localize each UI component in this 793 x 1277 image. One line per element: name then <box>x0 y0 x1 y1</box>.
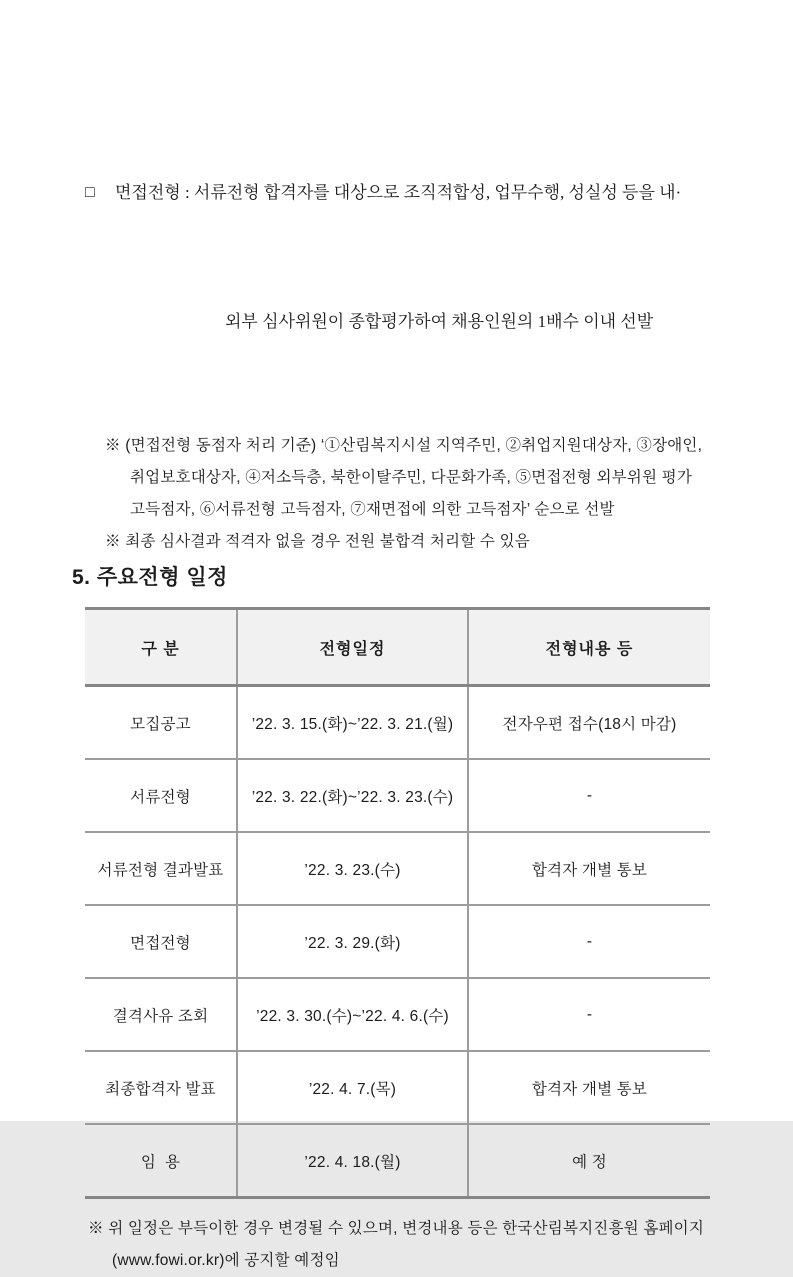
table-row <box>85 832 710 905</box>
cell-schedule: ’22. 3. 15.(화)~’22. 3. 21.(월) <box>237 686 468 760</box>
table-row <box>85 759 710 832</box>
cell-content: 합격자 개별 통보 <box>468 1051 710 1124</box>
schedule-table-header <box>85 609 710 686</box>
table-row <box>85 978 710 1051</box>
table-row <box>85 1124 710 1198</box>
cell-content: - <box>468 905 710 978</box>
cell-category: 임 용 <box>85 1124 237 1198</box>
square-bullet-icon: □ <box>85 184 95 201</box>
cell-schedule: ’22. 3. 29.(화) <box>237 905 468 978</box>
cell-content: - <box>468 978 710 1051</box>
cell-schedule: ’22. 3. 23.(수) <box>237 832 468 905</box>
cell-content: - <box>468 759 710 832</box>
column-header-content: 전형내용 등 <box>468 609 710 686</box>
interview-paragraph <box>85 85 725 429</box>
notes-block <box>85 430 725 558</box>
cell-schedule: ’22. 3. 30.(수)~’22. 4. 6.(수) <box>237 978 468 1051</box>
document-content <box>72 85 725 1277</box>
cell-category: 결격사유 조회 <box>85 978 237 1051</box>
cell-category: 서류전형 <box>85 759 237 832</box>
column-header-schedule: 전형일정 <box>237 609 468 686</box>
footer-note <box>85 1213 725 1277</box>
tiebreaker-note-line3: 고득점자, ⑥서류전형 고득점자, ⑦재면접에 의한 고득점자’ 순으로 선발 <box>130 501 615 518</box>
cell-category: 면접전형 <box>85 905 237 978</box>
table-row <box>85 905 710 978</box>
cell-schedule: ’22. 3. 22.(화)~’22. 3. 23.(수) <box>237 759 468 832</box>
interview-paragraph-line2: 외부 심사위원이 종합평가하여 채용인원의 1배수 이내 선발 <box>225 312 654 331</box>
section-title: 5. 주요전형 일정 <box>72 566 228 589</box>
interview-paragraph-text1: 면접전형 : 서류전형 합격자를 대상으로 조직적합성, 업무수행, 성실성 등을 내· <box>115 183 682 202</box>
cell-content: 예 정 <box>468 1124 710 1198</box>
disqualify-note: ※ 최종 심사결과 적격자 없을 경우 전원 불합격 처리할 수 있음 <box>105 533 530 550</box>
footer-note-line1: ※ 위 일정은 부득이한 경우 변경될 수 있으며, 변경내용 등은 한국산림복지진흥원 홈페이지 <box>88 1220 705 1237</box>
schedule-table <box>85 607 710 1199</box>
cell-content: 합격자 개별 통보 <box>468 832 710 905</box>
table-row <box>85 1051 710 1124</box>
footer-note-line2: (www.fowi.or.kr)에 공지할 예정임 <box>112 1252 340 1269</box>
tiebreaker-note-line2: 취업보호대상자, ④저소득층, 북한이탈주민, 다문화가족, ⑤면접전형 외부위원 평가 <box>130 469 693 486</box>
tiebreaker-note-line1: ※ (면접전형 동점자 처리 기준) ‘①산림복지시설 지역주민, ②취업지원대상자, ③장애인, <box>105 437 703 454</box>
cell-schedule: ’22. 4. 7.(목) <box>237 1051 468 1124</box>
header-row <box>85 609 710 686</box>
cell-schedule: ’22. 4. 18.(월) <box>237 1124 468 1198</box>
interview-paragraph-line1 <box>85 171 725 214</box>
cell-category: 모집공고 <box>85 686 237 760</box>
cell-category: 서류전형 결과발표 <box>85 832 237 905</box>
schedule-table-body <box>85 686 710 1198</box>
column-header-category: 구 분 <box>85 609 237 686</box>
cell-category: 최종합격자 발표 <box>85 1051 237 1124</box>
cell-content: 전자우편 접수(18시 마감) <box>468 686 710 760</box>
table-row <box>85 686 710 760</box>
